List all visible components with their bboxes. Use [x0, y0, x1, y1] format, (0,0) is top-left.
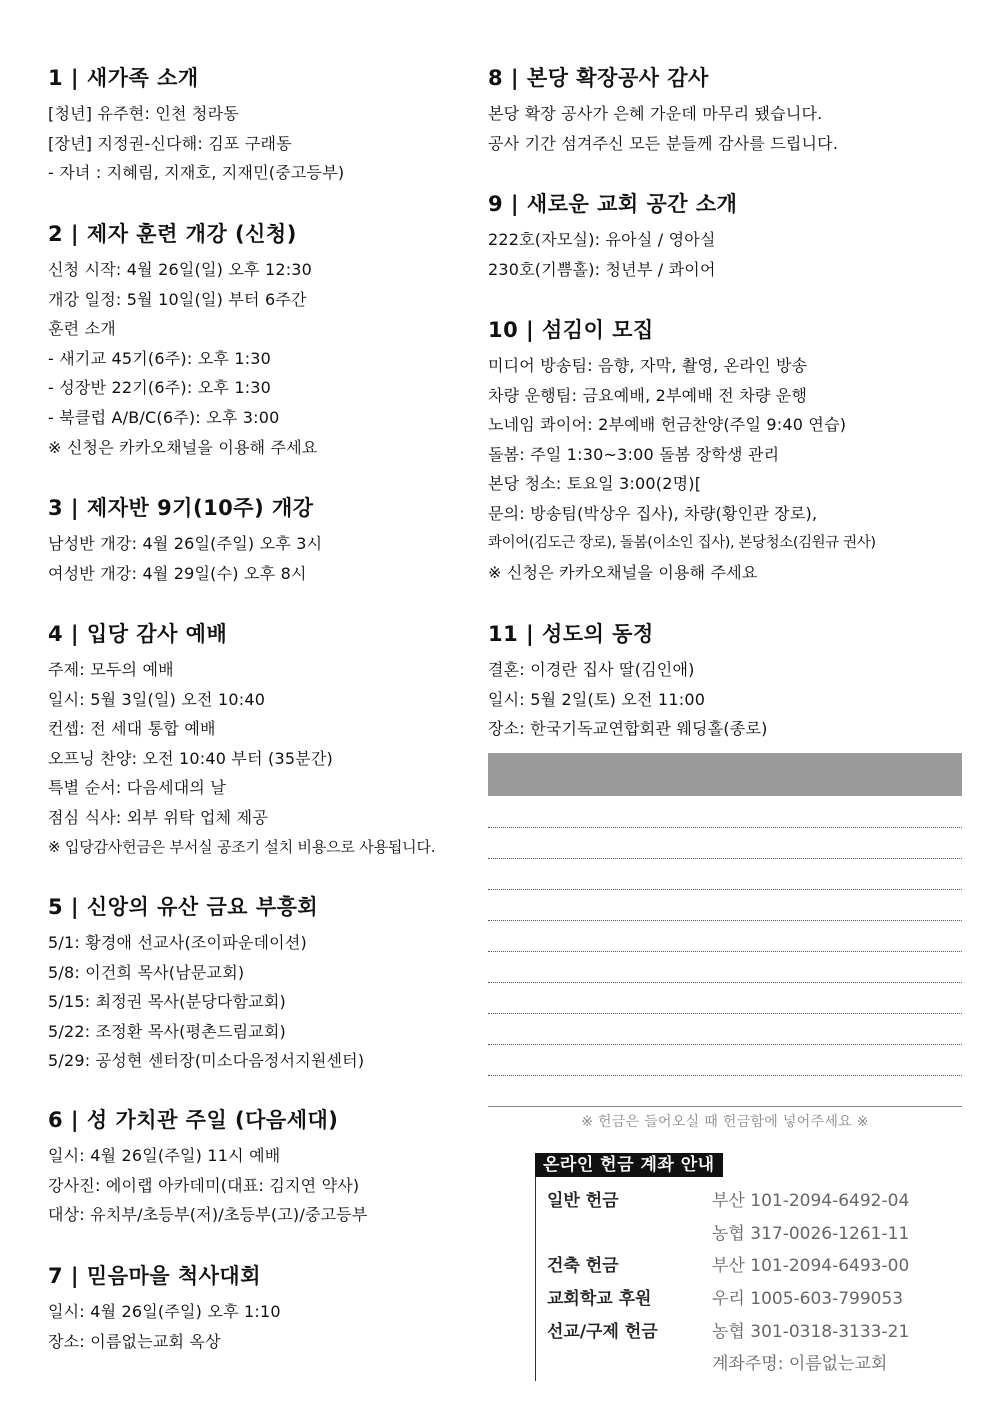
account-holder: 계좌주명: 이름없는교회: [712, 1354, 888, 1374]
section-line: 일시: 4월 26일(주일) 11시 예배: [48, 1146, 281, 1165]
memo-line: [488, 1013, 962, 1014]
memo-line: [488, 1075, 962, 1076]
accounts-title: 온라인 헌금 계좌 안내: [535, 1153, 723, 1177]
section-line: 훈련 소개: [48, 319, 116, 339]
section-heading: 7 | 믿음마을 척사대회: [48, 1264, 262, 1288]
section-line: 5/1: 황경애 선교사(조이파운데이션): [48, 933, 307, 952]
section-revival-meeting: [48, 895, 488, 1076]
section-heading: 6 | 성 가치관 주일 (다음세대): [48, 1108, 339, 1132]
section-disciple-class: [48, 496, 488, 588]
account-label: 일반 헌금: [547, 1191, 619, 1211]
section-line: 대상: 유치부/초등부(저)/초등부(고)/중고등부: [48, 1205, 368, 1225]
section-line: 공사 기간 섬겨주신 모든 분들께 감사를 드립니다.: [488, 133, 839, 153]
online-offering-accounts: [535, 1153, 955, 1374]
section-line: - 자녀 : 지혜림, 지재호, 지재민(중고등부): [48, 163, 345, 183]
section-line: 5/29: 공성현 센터장(미소다음정서지원센터): [48, 1051, 365, 1071]
section-heading: 9 | 새로운 교회 공간 소개: [488, 192, 738, 216]
memo-area: [488, 753, 962, 1130]
section-line: 주제: 모두의 예배: [48, 660, 174, 679]
section-heading: 11 | 성도의 동정: [488, 622, 654, 646]
section-line: 개강 일정: 5월 10일(일) 부터 6주간: [48, 289, 307, 309]
memo-line: [488, 920, 962, 921]
account-number: 부산 101-2094-6493-00: [712, 1256, 910, 1276]
memo-line: [488, 982, 962, 983]
memo-header-band: [488, 753, 962, 796]
section-line: 점심 식사: 외부 위탁 업체 제공: [48, 807, 268, 827]
section-line: [장년] 지정권-신다해: 김포 구래동: [48, 133, 292, 153]
account-label: 선교/구제 헌금: [547, 1322, 658, 1342]
account-number: 부산 101-2094-6492-04: [712, 1191, 910, 1211]
section-line: 노네임 콰이어: 2부예배 헌금찬양(주일 9:40 연습): [488, 415, 847, 435]
section-line: - 성장반 22기(6주): 오후 1:30: [48, 378, 272, 398]
offering-hint: ※ 헌금은 들어오실 때 헌금함에 넣어주세요 ※: [581, 1114, 869, 1130]
section-volunteer-recruit: [488, 318, 963, 588]
section-line: - 새기교 45기(6주): 오후 1:30: [48, 348, 272, 368]
section-line: 강사진: 에이랩 아카데미(대표: 김지연 약사): [48, 1175, 360, 1195]
section-line: 일시: 5월 3일(일) 오전 10:40: [48, 689, 266, 709]
section-line: ※ 신청은 카카오채널을 이용해 주세요: [48, 437, 318, 457]
section-line: 일시: 4월 26일(주일) 오후 1:10: [48, 1302, 281, 1321]
memo-bottom-rule: [488, 1106, 962, 1107]
section-member-news: [488, 622, 963, 744]
section-line: 본당 청소: 토요일 3:00(2명)[: [488, 474, 702, 494]
section-line: 장소: 이름없는교회 옥상: [48, 1331, 221, 1351]
section-heading: 4 | 입당 감사 예배: [48, 622, 228, 646]
account-number: 우리 1005-603-799053: [712, 1289, 904, 1309]
account-label: 교회학교 후원: [547, 1289, 652, 1309]
section-heading: 10 | 섬김이 모집: [488, 318, 654, 342]
section-heading: 1 | 새가족 소개: [48, 66, 199, 90]
section-dedication-service: [48, 622, 488, 862]
section-values-sunday: [48, 1108, 488, 1230]
section-line: 문의: 방송팀(박상우 집사), 차량(황인관 장로),: [488, 503, 818, 523]
section-heading: 2 | 제자 훈련 개강 (신청): [48, 222, 297, 246]
section-line: 5/22: 조정환 목사(평촌드림교회): [48, 1021, 286, 1041]
memo-line: [488, 951, 962, 952]
section-construction-thanks: [488, 66, 963, 158]
section-line: 여성반 개강: 4월 29일(수) 오후 8시: [48, 563, 307, 583]
memo-line: [488, 889, 962, 890]
memo-line: [488, 827, 962, 828]
section-line: 오프닝 찬양: 오전 10:40 부터 (35분간): [48, 748, 333, 768]
section-line: ※ 신청은 카카오채널을 이용해 주세요: [488, 563, 758, 583]
accounts-divider: [535, 1177, 536, 1381]
section-line: 5/8: 이건희 목사(남문교회): [48, 962, 245, 982]
section-new-family: [48, 66, 488, 188]
account-number: 농협 317-0026-1261-11: [712, 1224, 910, 1244]
section-yut-contest: [48, 1264, 488, 1356]
section-line: 콰이어(김도근 장로), 돌봄(이소인 집사), 본당청소(김원규 권사): [488, 534, 876, 551]
section-line: 5/15: 최정권 목사(분당다함교회): [48, 992, 286, 1012]
section-line: - 북클럽 A/B/C(6주): 오후 3:00: [48, 407, 280, 427]
account-number: 농협 301-0318-3133-21: [712, 1322, 910, 1342]
section-line: 일시: 5월 2일(토) 오전 11:00: [488, 689, 706, 709]
section-line: 222호(자모실): 유아실 / 영아실: [488, 230, 716, 249]
section-line: 230호(기쁨홀): 청년부 / 콰이어: [488, 259, 716, 279]
section-line: 남성반 개강: 4월 26일(주일) 오후 3시: [48, 534, 323, 553]
section-discipleship-training: [48, 222, 488, 462]
section-line: 차량 운행팀: 금요예배, 2부예배 전 차량 운행: [488, 385, 808, 405]
memo-line: [488, 1044, 962, 1045]
section-heading: 8 | 본당 확장공사 감사: [488, 66, 709, 90]
section-new-spaces: [488, 192, 963, 284]
account-label: 건축 헌금: [547, 1256, 619, 1276]
section-line: 신청 시작: 4월 26일(일) 오후 12:30: [48, 260, 313, 279]
section-line: ※ 입당감사헌금은 부서실 공조기 설치 비용으로 사용됩니다.: [48, 837, 436, 856]
section-line: 미디어 방송팀: 음향, 자막, 촬영, 온라인 방송: [488, 356, 808, 375]
section-line: [청년] 유주현: 인천 청라동: [48, 104, 239, 123]
section-line: 컨셉: 전 세대 통합 예배: [48, 719, 216, 739]
memo-line: [488, 858, 962, 859]
section-line: 돌봄: 주일 1:30~3:00 돌봄 장학생 관리: [488, 444, 780, 464]
section-line: 결혼: 이경란 집사 딸(김인애): [488, 660, 695, 679]
section-line: 특별 순서: 다음세대의 날: [48, 778, 227, 798]
section-line: 본당 확장 공사가 은혜 가운데 마무리 됐습니다.: [488, 104, 823, 123]
section-heading: 3 | 제자반 9기(10주) 개강: [48, 496, 314, 520]
section-heading: 5 | 신앙의 유산 금요 부흥회: [48, 895, 319, 919]
section-line: 장소: 한국기독교연합회관 웨딩홀(종로): [488, 719, 768, 739]
